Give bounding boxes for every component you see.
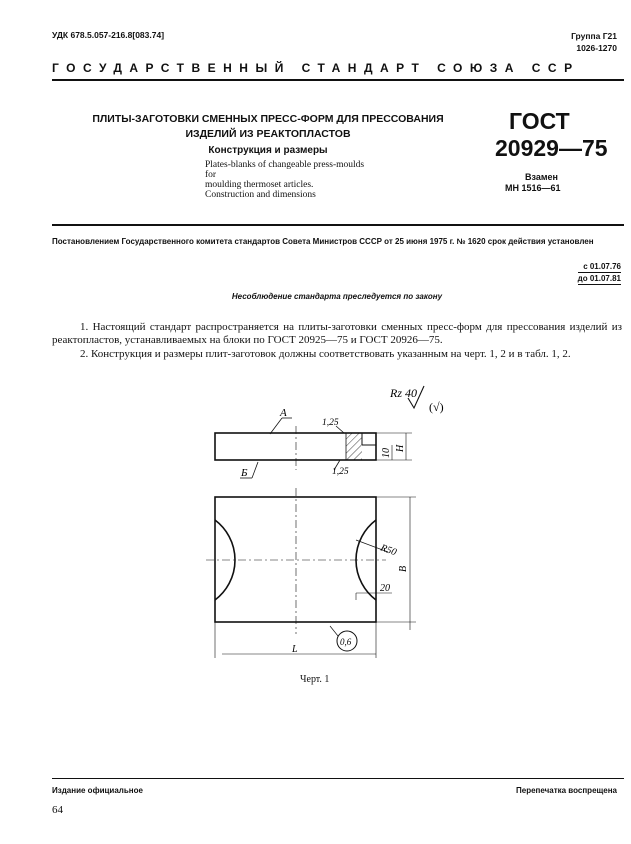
- okp-code: 1026-1270: [576, 43, 617, 53]
- decree-text: Постановлением Государственного комитета стандартов Совета Министров СССР от 25 июня 1975 г. № 1620 срок действия установлен: [52, 237, 594, 246]
- tolerance-value: 0,6: [340, 637, 352, 647]
- roughness-label: Rz 40: [390, 386, 417, 400]
- dim-r50: R50: [378, 542, 398, 559]
- date-to: до 01.07.81: [577, 274, 621, 283]
- official-edition: Издание официальное: [52, 786, 143, 795]
- paragraph-2: 2. Конструкция и размеры плит-заготовок должны соответствовать указанным на черт. 1, 2 и в табл. 1, 2.: [80, 348, 571, 360]
- dim-roughness-top: 1,25: [322, 418, 339, 428]
- state-standard-banner: ГОСУДАРСТВЕННЫЙ СТАНДАРТ СОЮЗА ССР: [52, 61, 580, 75]
- gost-number: 20929—75: [495, 135, 608, 161]
- page-number: 64: [52, 804, 63, 816]
- label-a: А: [280, 407, 287, 419]
- dim-20: 20: [380, 583, 390, 594]
- legal-notice: Несоблюдение стандарта преследуется по закону: [231, 292, 443, 301]
- en-line-3: Construction and dimensions: [205, 190, 316, 200]
- figure-caption: Черт. 1: [300, 674, 330, 685]
- dim-h: H: [395, 444, 406, 452]
- plate-plan-view: [215, 497, 376, 622]
- replaces-number: МН 1516—61: [505, 183, 561, 193]
- paragraph-1: 1. Настоящий стандарт распространяется на плиты-заготовки сменных пресс-форм для прессования изделий из реактопластов, устанавливаемых на блоки по ГОСТ 20925—75 и ГОСТ 20926—75.: [52, 321, 622, 346]
- hatched-section: [346, 433, 362, 460]
- title-line-2: ИЗДЕЛИЙ ИЗ РЕАКТОПЛАСТОВ: [185, 128, 351, 140]
- udk-code: УДК 678.5.057-216.8[083.74]: [52, 30, 165, 40]
- reprint-prohibited: Перепечатка воспрещена: [516, 786, 617, 795]
- label-b: Б: [241, 467, 248, 479]
- group-line: Группа Г21: [571, 31, 617, 41]
- dim-10: 10: [381, 448, 392, 458]
- title-subtitle: Конструкция и размеры: [208, 145, 328, 156]
- en-line-1: Plates-blanks of changeable press-moulds for: [205, 160, 365, 180]
- dim-roughness-bottom: 1,25: [332, 467, 349, 477]
- footer-rule: [52, 778, 624, 779]
- replaces-label: Взамен: [525, 172, 558, 182]
- en-line-2: moulding thermoset articles.: [205, 180, 314, 190]
- dim-l: L: [292, 644, 298, 655]
- title-line-1: ПЛИТЫ-ЗАГОТОВКИ СМЕННЫХ ПРЕСС-ФОРМ ДЛЯ ПРЕССОВАНИЯ: [92, 113, 444, 125]
- dim-b: B: [398, 565, 409, 572]
- gost-label: ГОСТ: [509, 108, 570, 134]
- roughness-paren: (√): [429, 400, 444, 414]
- date-from: с 01.07.76: [578, 261, 621, 273]
